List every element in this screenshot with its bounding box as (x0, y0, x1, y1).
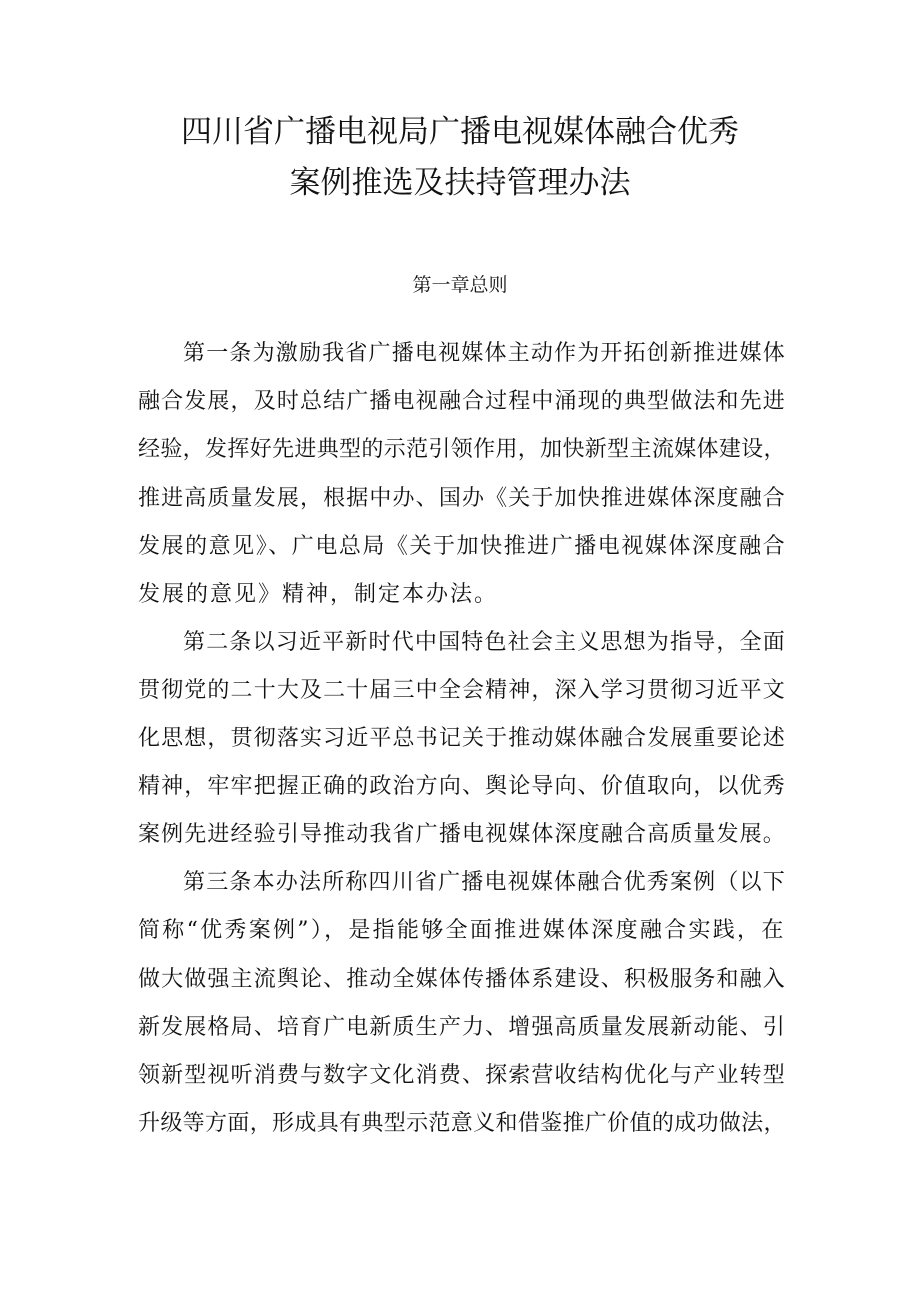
article-1-line-1: 第一条为激励我省广播电视媒体主动作为开拓创新推进媒体 (183, 341, 786, 366)
chapter-heading: 第一章总则 (412, 274, 508, 296)
article-1-line-3: 经验，发挥好先进典型的示范引领作用，加快新型主流媒体建设， (138, 437, 786, 462)
article-2-line-2: 贯彻党的二十大及二十届三中全会精神，深入学习贯彻习近平文 (138, 678, 786, 703)
article-1-line-4: 推进高质量发展，根据中办、国办《关于加快推进媒体深度融合 (138, 486, 786, 511)
article-2-line-5: 案例先进经验引导推动我省广播电视媒体深度融合高质量发展。 (138, 822, 786, 847)
article-3-line-3: 做大做强主流舆论、推动全媒体传播体系建设、积极服务和融入 (138, 967, 786, 992)
article-3-line-2: 简称“优秀案例”），是指能够全面推进媒体深度融合实践，在 (138, 918, 786, 943)
article-3-line-6: 升级等方面，形成具有典型示范意义和借鉴推广价值的成功做法， (138, 1111, 786, 1136)
article-3-line-1: 第三条本办法所称四川省广播电视媒体融合优秀案例（以下 (183, 870, 786, 895)
article-2-line-1: 第二条以习近平新时代中国特色社会主义思想为指导，全面 (183, 630, 786, 655)
article-1-line-6: 发展的意见》精神，制定本办法。 (138, 582, 499, 607)
article-1-line-5: 发展的意见》、广电总局《关于加快推进广播电视媒体深度融合 (138, 534, 787, 559)
article-2-line-3: 化思想，贯彻落实习近平总书记关于推动媒体融合发展重要论述 (138, 726, 786, 751)
document-title-line-1: 四川省广播电视局广播电视媒体融合优秀 (181, 114, 739, 150)
article-3-line-4: 新发展格局、培育广电新质生产力、增强高质量发展新动能、引 (138, 1015, 786, 1040)
document-title-line-2: 案例推选及扶持管理办法 (289, 165, 631, 201)
article-3-line-5: 领新型视听消费与数字文化消费、探索营收结构优化与产业转型 (138, 1063, 786, 1088)
article-2-line-4: 精神，牢牢把握正确的政治方向、舆论导向、价值取向，以优秀 (138, 774, 786, 799)
article-1-line-2: 融合发展，及时总结广播电视融合过程中涌现的典型做法和先进 (138, 389, 786, 414)
